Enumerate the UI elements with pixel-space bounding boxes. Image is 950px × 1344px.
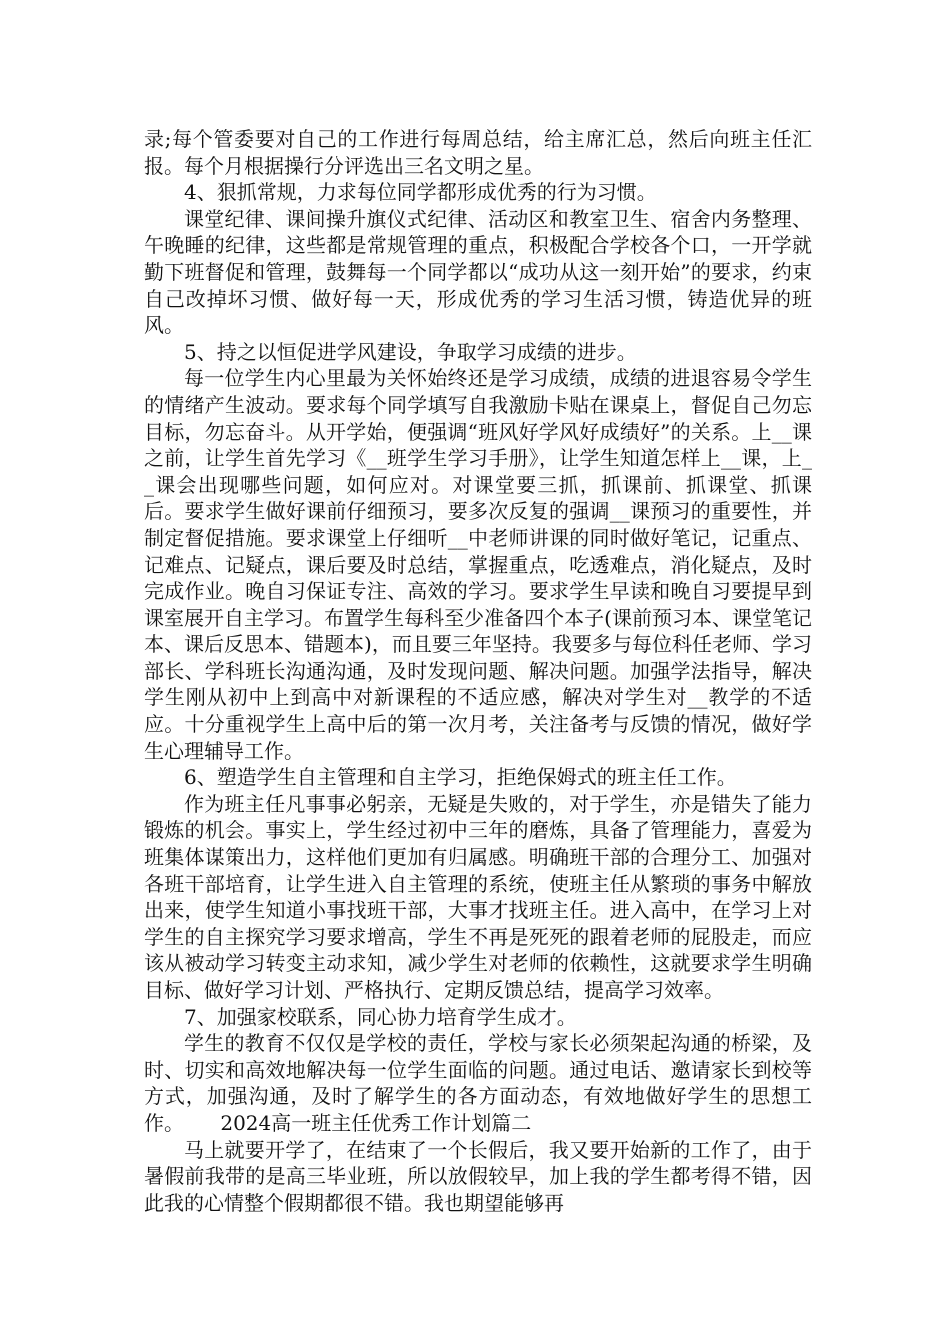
document-body (144, 126, 812, 1216)
paragraph-continuation: 录;每个管委要对自己的工作进行每周总结，给主席汇总，然后向班主任汇报。每个月根据操行分评选出三名文明之星。 (144, 127, 812, 178)
section-heading-7: 7、加强家校联系，同心协力培育学生成才。 (184, 1004, 577, 1029)
paragraph: 马上就要开学了，在结束了一个长假后，我又要开始新的工作了，由于暑假前我带的是高三毕业班，所以放假较早，加上我的学生都考得不错，因此我的心情整个假期都很不错。我也期望能够再 (144, 1137, 812, 1215)
section-heading-6: 6、塑造学生自主管理和自主学习，拒绝保姆式的班主任工作。 (184, 765, 737, 790)
paragraph: 学生的教育不仅仅是学校的责任，学校与家长必须架起沟通的桥梁，及时、切实和高效地解决每一位学生面临的问题。通过电话、邀请家长到校等方式，加强沟通，及时了解学生的各方面动态，有效地做好学生的思想工作。 2024高一班主任优秀工作计划篇二 (144, 1031, 812, 1135)
paragraph: 课堂纪律、课间操升旗仪式纪律、活动区和教室卫生、宿舍内务整理、午晚睡的纪律，这些都是常规管理的重点，积极配合学校各个口，一开学就勤下班督促和管理，鼓舞每一个同学都以“成功从这一刻开始”的要求，约束自己改掉坏习惯、做好每一天，形成优秀的学习生活习惯，铸造优异的班风。 (144, 206, 812, 338)
section-heading-4: 4、狠抓常规，力求每位同学都形成优秀的行为习惯。 (184, 180, 657, 205)
paragraph: 作为班主任凡事事必躬亲，无疑是失败的，对于学生，亦是错失了能力锻炼的机会。事实上，学生经过初中三年的磨炼，具备了管理能力，喜爱为班集体谋策出力，这样他们更加有归属感。明确班干部的合理分工、加强对各班干部培育，让学生进入自主管理的系统，使班主任从繁琐的事务中解放出来，使学生知道小事找班干部，大事才找班主任。进入高中，在学习上对学生的自主探究学习要求增高，学生不再是死死的跟着老师的屁股走，而应该从被动学习转变主动求知，减少学生对老师的依赖性，这就要求学生明确目标、做好学习计划、严格执行、定期反馈总结，提高学习效率。 (144, 791, 812, 1002)
section-heading-5: 5、持之以恒促进学风建设，争取学习成绩的进步。 (184, 339, 637, 364)
paragraph: 每一位学生内心里最为关怀始终还是学习成绩，成绩的进退容易令学生的情绪产生波动。要求每个同学填写自我激励卡贴在课桌上，督促自己勿忘目标，勿忘奋斗。从开学始，便强调“班风好学风好成绩好”的关系。上__课之前，让学生首先学习《__班学生学习手册》，让学生知道怎样上__课，上__课会出现哪些问题，如何应对。对课堂要三抓，抓课前、抓课堂、抓课后。要求学生做好课前仔细预习，要多次反复的强调__课预习的重要性，并制定督促措施。要求课堂上仔细听__中老师讲课的同时做好笔记，记重点、记难点、记疑点，课后要及时总结，掌握重点，吃透难点，消化疑点，及时完成作业。晚自习保证专注、高效的学习。要求学生早读和晚自习要提早到课室展开自主学习。布置学生每科至少准备四个本子(课前预习本、课堂笔记本、课后反思本、错题本)，而且要三年坚持。我要多与每位科任老师、学习部长、学科班长沟通沟通，及时发现问题、解决问题。加强学法指导，解决学生刚从初中上到高中对新课程的不适应感，解决对学生对__教学的不适应。十分重视学生上高中后的第一次月考，关注备考与反馈的情况，做好学生心理辅导工作。 (144, 366, 812, 763)
